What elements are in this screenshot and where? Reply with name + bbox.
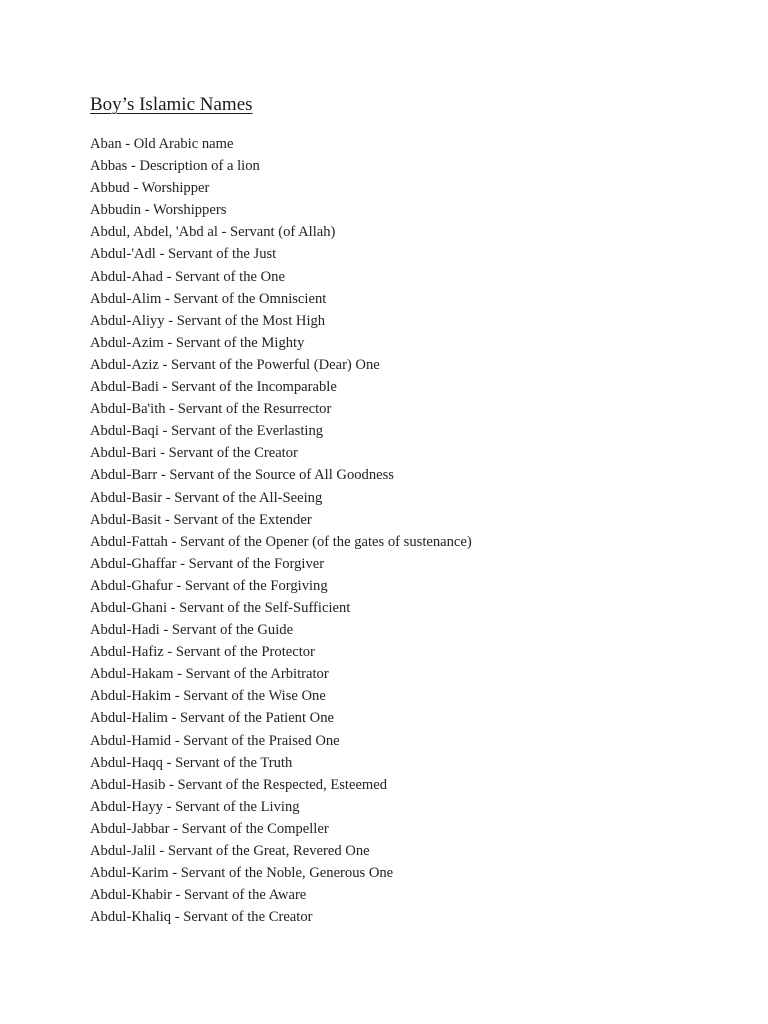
name-entry: Abdul-Ba'ith - Servant of the Resurrector xyxy=(90,401,332,418)
name-entry: Abdul-Alim - Servant of the Omniscient xyxy=(90,290,327,307)
page-title: Boy’s Islamic Names xyxy=(90,94,253,115)
name-entry: Abdul-Karim - Servant of the Noble, Generous One xyxy=(90,865,394,882)
name-entry: Abdul-Ahad - Servant of the One xyxy=(90,268,285,285)
name-entry: Abbudin - Worshippers xyxy=(90,202,227,219)
name-entry: Abdul-'Adl - Servant of the Just xyxy=(90,246,277,263)
name-entry: Abbas - Description of a lion xyxy=(90,158,260,175)
name-entry: Abdul, Abdel, 'Abd al - Servant (of Allah) xyxy=(90,224,336,241)
name-entry: Abdul-Azim - Servant of the Mighty xyxy=(90,334,305,351)
name-entry: Abdul-Basir - Servant of the All-Seeing xyxy=(90,489,323,506)
name-entry: Abbud - Worshipper xyxy=(90,180,210,197)
name-entry: Abdul-Hakim - Servant of the Wise One xyxy=(90,688,326,705)
name-entry: Abdul-Ghaffar - Servant of the Forgiver xyxy=(90,555,325,572)
name-entry: Abdul-Basit - Servant of the Extender xyxy=(90,511,312,528)
name-entry: Abdul-Hasib - Servant of the Respected, Esteemed xyxy=(90,776,388,793)
name-entry: Abdul-Baqi - Servant of the Everlasting xyxy=(90,423,324,440)
name-entry: Abdul-Khaliq - Servant of the Creator xyxy=(90,909,313,926)
name-entry: Abdul-Khabir - Servant of the Aware xyxy=(90,887,307,904)
name-entry: Abdul-Hakam - Servant of the Arbitrator xyxy=(90,666,329,683)
name-entry: Abdul-Hayy - Servant of the Living xyxy=(90,798,300,815)
name-entry: Abdul-Ghafur - Servant of the Forgiving xyxy=(90,577,328,594)
name-entry: Abdul-Ghani - Servant of the Self-Sufficient xyxy=(90,599,351,616)
name-entry: Abdul-Aliyy - Servant of the Most High xyxy=(90,312,326,329)
name-entry: Aban - Old Arabic name xyxy=(90,136,234,152)
name-entry: Abdul-Jalil - Servant of the Great, Revered One xyxy=(90,843,370,859)
name-entry: Abdul-Barr - Servant of the Source of All Goodness xyxy=(90,467,394,484)
name-entry: Abdul-Fattah - Servant of the Opener (of the gates of sustenance) xyxy=(90,533,472,550)
name-entry: Abdul-Badi - Servant of the Incomparable xyxy=(90,379,337,396)
name-entry: Abdul-Halim - Servant of the Patient One xyxy=(90,710,334,727)
name-entry: Abdul-Hamid - Servant of the Praised One xyxy=(90,732,340,749)
name-entry: Abdul-Jabbar - Servant of the Compeller xyxy=(90,820,329,837)
name-entry: Abdul-Hadi - Servant of the Guide xyxy=(90,622,294,639)
names-list xyxy=(90,133,472,928)
name-entry: Abdul-Hafiz - Servant of the Protector xyxy=(90,644,315,661)
name-entry: Abdul-Bari - Servant of the Creator xyxy=(90,445,298,462)
name-entry: Abdul-Aziz - Servant of the Powerful (Dear) One xyxy=(90,356,380,373)
name-entry: Abdul-Haqq - Servant of the Truth xyxy=(90,754,293,771)
